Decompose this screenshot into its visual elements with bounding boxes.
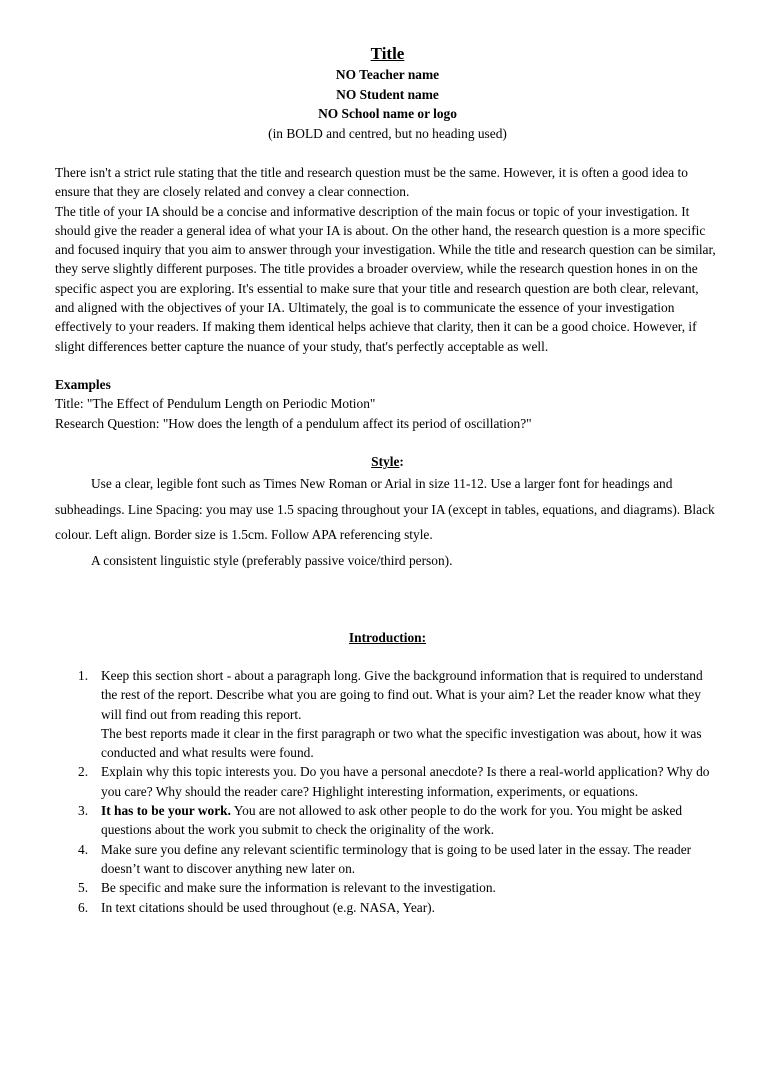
- list-item-number: 5.: [78, 880, 89, 896]
- list-item: [78, 898, 720, 917]
- list-item-text: Keep this section short - about a paragraph long. Give the background information that is required to understand the rest of the report. Describe what you are going to find out. What is your aim? Let the reader know what they will find out from reading this report.: [101, 667, 703, 722]
- title-guidance-paragraph-2: The title of your IA should be a concise and informative description of the main focus or topic of your investigation. It should give the reader a general idea of what your IA is about. On the other hand, the research question is a more specific and focused inquiry that you aim to answer through your investigation. While the title and research question can be similar, they serve slightly different purposes. The title provides a broader overview, while the research question hones in on the specific aspect you are exploring. It's essential to make sure that your title and research question are both clear, relevant, and aligned with the objectives of your IA. Ultimately, the goal is to communicate the essence of your investigation effectively to your readers. If making them identical helps achieve that clarity, then it can be a good choice. However, if slight differences better capture the nuance of your study, that's perfectly acceptable as well.: [55, 203, 716, 354]
- student-name-note: NO Student name: [336, 86, 439, 102]
- list-item-bold-text: It has to be your work.: [101, 803, 231, 819]
- style-consistency-text: A consistent linguistic style (preferably passive voice/third person).: [91, 552, 453, 568]
- style-heading-colon: :: [399, 453, 404, 469]
- introduction-heading: Introduction:: [348, 629, 427, 645]
- examples-section: [55, 375, 720, 433]
- title-guidance-paragraph-1: There isn't a strict rule stating that the title and research question must be the same. However, it is often a good idea to ensure that they are closely related and convey a clear connection.: [55, 165, 688, 200]
- document-title: Title: [370, 44, 405, 63]
- list-item: [78, 762, 720, 801]
- example-title: Title: "The Effect of Pendulum Length on Periodic Motion": [55, 396, 376, 412]
- example-research-question: Research Question: "How does the length of a pendulum affect its period of oscillation?": [55, 415, 532, 431]
- list-item: [78, 840, 720, 879]
- style-body-text: Use a clear, legible font such as Times New Roman or Arial in size 11-12. Use a larger font for headings and subheadings. Line Spacing: you may use 1.5 spacing throughout your IA (except in tables, equations, and diagrams). Black colour. Left align. Border size is 1.5cm. Follow APA referencing style.: [55, 476, 715, 543]
- list-item-text: You are not allowed to ask other people to do the work for you. You might be asked questions about the work you submit to check the originality of the work.: [101, 803, 683, 838]
- list-item: [78, 878, 720, 897]
- list-item-text: Make sure you define any relevant scientific terminology that is going to be used later in the essay. The reader doesn’t want to discover anything new later on.: [101, 841, 692, 876]
- header-format-note: (in BOLD and centred, but no heading used): [268, 125, 507, 141]
- style-heading-text: Style: [371, 453, 400, 469]
- list-item: [78, 666, 720, 762]
- list-item-text: In text citations should be used throughout (e.g. NASA, Year).: [101, 899, 435, 915]
- introduction-list: [55, 666, 720, 917]
- list-item-text: Explain why this topic interests you. Do you have a personal anecdote? Is there a real-world application? Why do you care? Why should the reader care? Highlight interesting information, experiments, or equations.: [101, 764, 710, 799]
- list-item-text: Be specific and make sure the information is relevant to the investigation.: [101, 880, 496, 896]
- document-page: [0, 43, 768, 1067]
- list-item-number: 4.: [78, 841, 89, 857]
- examples-heading: Examples: [55, 376, 111, 392]
- list-item: [78, 801, 720, 840]
- style-paragraph: [55, 471, 720, 548]
- school-name-note: NO School name or logo: [318, 106, 457, 121]
- list-item-number: 1.: [78, 667, 89, 683]
- list-item-extra-text: The best reports made it clear in the first paragraph or two what the specific investigation was about, how it was conducted and what results were found.: [101, 725, 702, 761]
- list-item-number: 3.: [78, 803, 89, 819]
- title-guidance-section: [55, 163, 720, 356]
- style-consistency-line: [55, 548, 720, 573]
- style-heading: [55, 452, 720, 471]
- list-item-number: 2.: [78, 764, 89, 780]
- teacher-name-note: NO Teacher name: [335, 67, 440, 82]
- list-item-number: 6.: [78, 899, 89, 915]
